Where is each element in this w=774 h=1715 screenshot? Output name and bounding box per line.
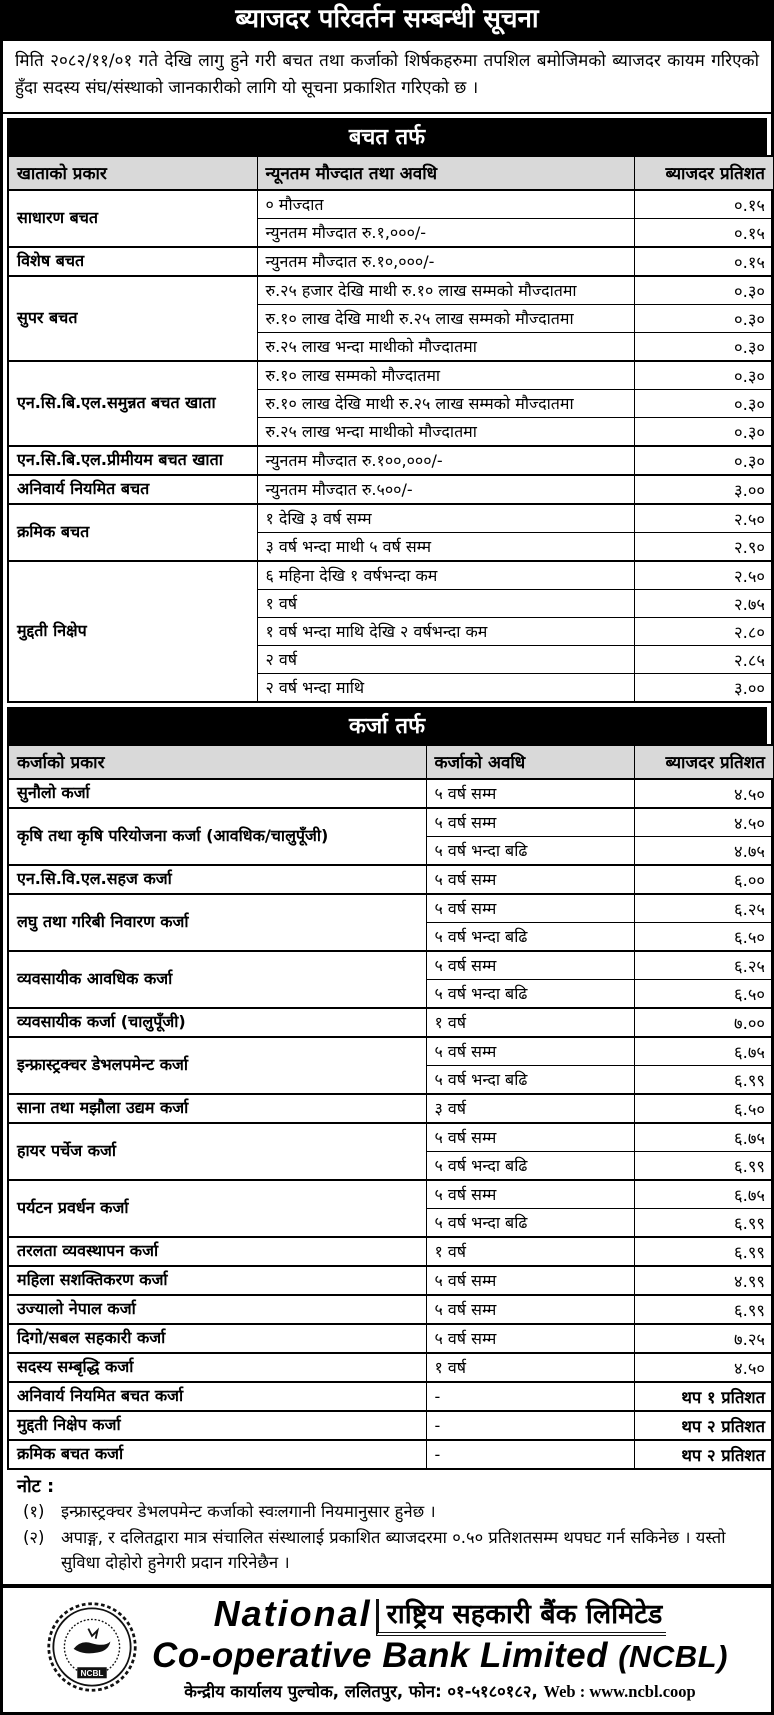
loan-row [8, 1037, 774, 1066]
savings-table-header-row [8, 156, 774, 190]
note-item [17, 1500, 761, 1525]
loan-condition-cell: ५ वर्ष भन्दा बढि [426, 1208, 634, 1237]
loan-type-cell: सुनौलो कर्जा [8, 779, 426, 808]
loan-row [8, 1440, 774, 1469]
savings-row [8, 276, 774, 305]
note-text: अपाङ्ग, र दलितद्वारा मात्र संचालित संस्थालाई प्रकाशित ब्याजदरमा ०.५० प्रतिशतसम्म थपघट गर्न सकिनेछ । यस्तो सुविधा दोहोरो हुनेगरी प्रदान गरिनेछैन । [61, 1528, 726, 1573]
loan-type-cell: हायर पर्चेज कर्जा [8, 1123, 426, 1180]
loan-rate-cell: ६.२५ [634, 951, 774, 980]
loan-condition-cell: ३ वर्ष [426, 1094, 634, 1123]
loan-rate-cell: ६.९९ [634, 1151, 774, 1180]
loan-row [8, 1180, 774, 1209]
loan-row [8, 951, 774, 980]
loan-condition-cell: १ वर्ष [426, 1353, 634, 1382]
intro-paragraph: मिति २०८२/११/०१ गते देखि लागु हुने गरी बचत तथा कर्जाको शिर्षकहरुमा तपशिल बमोजिमको ब्याजदर कायम गरिएको हुँदा सदस्य संघ/संस्थाको जानकारीको लागि यो सूचना प्रकाशित गरिएको छ । [3, 41, 771, 113]
savings-type-cell: मुद्दती निक्षेप [8, 561, 257, 702]
loan-row [8, 1008, 774, 1037]
loan-rate-cell: ४.५० [634, 779, 774, 808]
loan-row [8, 808, 774, 837]
savings-condition-cell: २ वर्ष [257, 645, 634, 673]
bank-name-block [152, 1592, 728, 1702]
loan-condition-cell: ५ वर्ष सम्म [426, 951, 634, 980]
savings-type-cell: एन.सि.बि.एल.समुन्नत बचत खाता [8, 361, 257, 446]
savings-condition-cell: रु.२५ हजार देखि माथी रु.१० लाख सम्मको मौज्दातमा [257, 276, 634, 305]
loan-condition-cell: ५ वर्ष भन्दा बढि [426, 836, 634, 865]
savings-row [8, 446, 774, 475]
savings-condition-cell: १ वर्ष भन्दा माथि देखि २ वर्षभन्दा कम [257, 617, 634, 645]
loan-type-cell: क्रमिक बचत कर्जा [8, 1440, 426, 1469]
loan-condition-cell: ५ वर्ष सम्म [426, 808, 634, 837]
bank-name-nepali: राष्ट्रिय सहकारी बैंक लिमिटेड [376, 1599, 667, 1636]
loan-rate-cell: ६.७५ [634, 1180, 774, 1209]
bank-name-line1 [213, 1592, 667, 1636]
loan-type-cell: पर्यटन प्रवर्धन कर्जा [8, 1180, 426, 1237]
loan-type-cell: व्यवसायीक कर्जा (चालुपूँजी) [8, 1008, 426, 1037]
loan-row [8, 1324, 774, 1353]
savings-condition-cell: न्युनतम मौज्दात रु.१,०००/- [257, 218, 634, 247]
savings-section-header: बचत तर्फ [7, 118, 767, 155]
savings-condition-cell: रु.१० लाख देखि माथी रु.२५ लाख सम्मको मौज्दातमा [257, 304, 634, 332]
savings-rates-table [7, 155, 774, 703]
savings-rate-cell: ०.३० [634, 332, 774, 361]
loan-condition-cell: ५ वर्ष भन्दा बढि [426, 979, 634, 1008]
loan-condition-cell: ५ वर्ष भन्दा बढि [426, 1151, 634, 1180]
loan-row [8, 1266, 774, 1295]
loan-rate-cell: ६.९९ [634, 1208, 774, 1237]
savings-rate-cell: ३.०० [634, 673, 774, 702]
loan-type-cell: एन.सि.वि.एल.सहज कर्जा [8, 865, 426, 894]
loan-rate-cell: ६.५० [634, 1094, 774, 1123]
savings-condition-cell: रु.१० लाख देखि माथी रु.२५ लाख सम्मको मौज्दातमा [257, 389, 634, 417]
savings-col-rate: ब्याजदर प्रतिशत [634, 156, 774, 190]
bank-abbreviation: (NCBL) [618, 1638, 728, 1674]
savings-type-cell: एन.सि.बि.एल.प्रीमीयम बचत खाता [8, 446, 257, 475]
loans-section-header: कर्जा तर्फ [7, 707, 767, 744]
savings-rate-cell: ०.३० [634, 417, 774, 446]
savings-condition-cell: न्युनतम मौज्दात रु.१००,०००/- [257, 446, 634, 475]
loan-rate-cell: ६.५० [634, 979, 774, 1008]
svg-text:NCBL: NCBL [80, 1668, 104, 1678]
loan-rate-cell: ६.९९ [634, 1295, 774, 1324]
loan-col-rate: ब्याजदर प्रतिशत [634, 745, 774, 779]
notes-label: नोट : [17, 1475, 55, 1497]
bank-address-line [184, 1679, 695, 1702]
savings-rate-cell: ०.१५ [634, 247, 774, 276]
loan-type-cell: महिला सशक्तिकरण कर्जा [8, 1266, 426, 1295]
bank-name-line2 [152, 1636, 728, 1676]
loan-row [8, 1382, 774, 1411]
savings-col-account-type: खाताको प्रकार [8, 156, 257, 190]
loan-rate-cell: ६.२५ [634, 894, 774, 923]
loan-type-cell: लघु तथा गरिबी निवारण कर्जा [8, 894, 426, 951]
loan-rate-cell: ४.७५ [634, 836, 774, 865]
savings-rate-cell: २.८५ [634, 645, 774, 673]
savings-rate-cell: २.८० [634, 617, 774, 645]
savings-rate-cell: २.७५ [634, 589, 774, 617]
loan-condition-cell: ५ वर्ष सम्म [426, 1123, 634, 1152]
loan-col-duration: कर्जाको अवधि [426, 745, 634, 779]
note-item [17, 1526, 761, 1576]
loan-type-cell: साना तथा मझौला उद्यम कर्जा [8, 1094, 426, 1123]
loan-rate-cell: ६.९९ [634, 1237, 774, 1266]
loan-type-cell: व्यवसायीक आवधिक कर्जा [8, 951, 426, 1008]
loan-row [8, 1353, 774, 1382]
loan-row [8, 1411, 774, 1440]
loan-table-header-row [8, 745, 774, 779]
loan-rate-cell: ४.९९ [634, 1266, 774, 1295]
loan-rate-cell: ६.९९ [634, 1065, 774, 1094]
loan-rate-cell: ७.२५ [634, 1324, 774, 1353]
savings-condition-cell: न्युनतम मौज्दात रु.१०,०००/- [257, 247, 634, 276]
loan-row [8, 1123, 774, 1152]
loan-rate-cell: थप २ प्रतिशत [634, 1440, 774, 1469]
notes-section [3, 1470, 771, 1584]
savings-rate-cell: ०.३० [634, 361, 774, 390]
savings-condition-cell: ० मौज्दात [257, 190, 634, 219]
loan-condition-cell: ५ वर्ष सम्म [426, 1266, 634, 1295]
loan-condition-cell: ५ वर्ष भन्दा बढि [426, 922, 634, 951]
loan-row [8, 865, 774, 894]
loan-rate-cell: ४.५० [634, 1353, 774, 1382]
savings-condition-cell: २ वर्ष भन्दा माथि [257, 673, 634, 702]
savings-row [8, 361, 774, 390]
loan-condition-cell: ५ वर्ष सम्म [426, 1324, 634, 1353]
savings-type-cell: साधारण बचत [8, 190, 257, 247]
savings-row [8, 247, 774, 276]
loan-condition-cell: ५ वर्ष सम्म [426, 865, 634, 894]
page-title: ब्याजदर परिवर्तन सम्बन्धी सूचना [3, 0, 771, 41]
savings-rate-cell: ३.०० [634, 475, 774, 504]
loan-type-cell: अनिवार्य नियमित बचत कर्जा [8, 1382, 426, 1411]
bank-name-english-2: Co-operative Bank Limited [152, 1635, 619, 1675]
loan-row [8, 894, 774, 923]
savings-rate-cell: ०.३० [634, 304, 774, 332]
savings-type-cell: विशेष बचत [8, 247, 257, 276]
loan-type-cell: उज्यालो नेपाल कर्जा [8, 1295, 426, 1324]
savings-condition-cell: न्युनतम मौज्दात रु.५००/- [257, 475, 634, 504]
loan-row [8, 779, 774, 808]
loan-condition-cell: ५ वर्ष भन्दा बढि [426, 1065, 634, 1094]
savings-rate-cell: ०.३० [634, 389, 774, 417]
loan-row [8, 1237, 774, 1266]
savings-rate-cell: ०.१५ [634, 218, 774, 247]
savings-type-cell: क्रमिक बचत [8, 504, 257, 561]
savings-rate-cell: ०.३० [634, 446, 774, 475]
loan-rate-cell: थप १ प्रतिशत [634, 1382, 774, 1411]
loan-condition-cell: ५ वर्ष सम्म [426, 894, 634, 923]
loan-rate-cell: थप २ प्रतिशत [634, 1411, 774, 1440]
loan-rates-table [7, 744, 774, 1470]
savings-rate-cell: ०.१५ [634, 190, 774, 219]
savings-rate-cell: ०.३० [634, 276, 774, 305]
savings-row [8, 561, 774, 590]
bank-address: केन्द्रीय कार्यालय पुल्चोक, ललितपुर, फोन: ०१-५१८०१८२, [184, 1682, 544, 1702]
loan-rate-cell: ६.७५ [634, 1037, 774, 1066]
savings-condition-cell: १ देखि ३ वर्ष सम्म [257, 504, 634, 533]
loan-row [8, 1094, 774, 1123]
loan-condition-cell: ५ वर्ष सम्म [426, 1295, 634, 1324]
savings-col-condition: न्यूनतम मौज्दात तथा अवधि [257, 156, 634, 190]
savings-rate-cell: २.५० [634, 561, 774, 590]
loan-condition-cell: - [426, 1411, 634, 1440]
note-number: (२) [23, 1528, 45, 1548]
loan-condition-cell: ५ वर्ष सम्म [426, 1180, 634, 1209]
loan-type-cell: कृषि तथा कृषि परियोजना कर्जा (आवधिक/चालुपूँजी) [8, 808, 426, 865]
loan-condition-cell: १ वर्ष [426, 1008, 634, 1037]
savings-condition-cell: रु.१० लाख सम्मको मौज्दातमा [257, 361, 634, 390]
loan-rate-cell: ४.५० [634, 808, 774, 837]
loan-type-cell: दिगो/सबल सहकारी कर्जा [8, 1324, 426, 1353]
loan-rate-cell: ६.५० [634, 922, 774, 951]
loan-type-cell: तरलता व्यवस्थापन कर्जा [8, 1237, 426, 1266]
footer [3, 1584, 771, 1712]
loan-rate-cell: ७.०० [634, 1008, 774, 1037]
savings-condition-cell: रु.२५ लाख भन्दा माथीको मौज्दातमा [257, 417, 634, 446]
savings-rate-cell: २.५० [634, 504, 774, 533]
loan-row [8, 1295, 774, 1324]
bank-logo-seal-icon [46, 1601, 138, 1697]
savings-row [8, 190, 774, 219]
bank-website: Web : www.ncbl.coop [543, 1682, 696, 1702]
savings-row [8, 475, 774, 504]
loan-condition-cell: ५ वर्ष सम्म [426, 1037, 634, 1066]
savings-rate-cell: २.९० [634, 532, 774, 561]
note-text: इन्फ्रास्ट्रक्चर डेभलपमेन्ट कर्जाको स्वःलगानी नियमानुसार हुनेछ । [61, 1501, 436, 1521]
loan-type-cell: सदस्य सम्बृद्धि कर्जा [8, 1353, 426, 1382]
savings-condition-cell: रु.२५ लाख भन्दा माथीको मौज्दातमा [257, 332, 634, 361]
savings-condition-cell: ६ महिना देखि १ वर्षभन्दा कम [257, 561, 634, 590]
savings-row [8, 504, 774, 533]
loan-condition-cell: - [426, 1382, 634, 1411]
loan-rate-cell: ६.७५ [634, 1123, 774, 1152]
savings-type-cell: सुपर बचत [8, 276, 257, 361]
loan-type-cell: इन्फ्रास्ट्रक्चर डेभलपमेन्ट कर्जा [8, 1037, 426, 1094]
note-number: (१) [23, 1501, 45, 1521]
loan-rate-cell: ६.०० [634, 865, 774, 894]
loan-condition-cell: ५ वर्ष सम्म [426, 779, 634, 808]
loan-condition-cell: - [426, 1440, 634, 1469]
bank-name-english-1: National [213, 1592, 372, 1634]
loan-col-loan-type: कर्जाको प्रकार [8, 745, 426, 779]
loan-type-cell: मुद्दती निक्षेप कर्जा [8, 1411, 426, 1440]
savings-condition-cell: ३ वर्ष भन्दा माथी ५ वर्ष सम्म [257, 532, 634, 561]
loan-condition-cell: १ वर्ष [426, 1237, 634, 1266]
notes-list [17, 1500, 761, 1576]
savings-type-cell: अनिवार्य नियमित बचत [8, 475, 257, 504]
savings-condition-cell: १ वर्ष [257, 589, 634, 617]
